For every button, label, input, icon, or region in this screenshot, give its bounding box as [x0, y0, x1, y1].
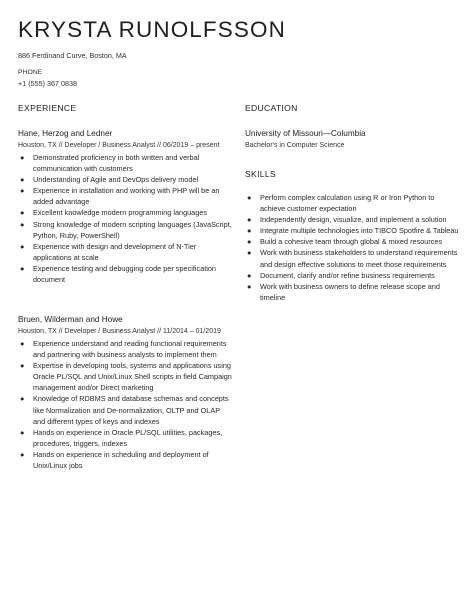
job-bullet — [18, 207, 232, 218]
job-company: Bruen, Wilderman and Howe — [18, 315, 123, 324]
skill-text: Perform complex calculation using R or Iron Python to achieve customer expectation — [260, 193, 435, 214]
job-bullet — [18, 152, 232, 174]
job-bullet-text: Understanding of Agile and DevOps delivery model — [33, 175, 199, 185]
job-bullet-text: Strong knowledge of modern scripting languages (JavaScript, Python, Ruby, PowerShell) — [33, 219, 232, 240]
bullet-dot-icon: ● — [247, 226, 252, 236]
address: 886 Ferdinand Curve, Boston, MA — [18, 51, 127, 60]
bullet-dot-icon: ● — [247, 281, 252, 291]
bullet-dot-icon: ● — [247, 270, 252, 280]
job-bullet — [18, 263, 232, 285]
job-bullet — [18, 449, 232, 471]
bullet-dot-icon: ● — [20, 175, 25, 185]
skill-item — [245, 192, 459, 214]
phone-number: +1 (555) 367 0838 — [18, 79, 77, 88]
skill-item — [245, 281, 459, 303]
job-bullet — [18, 427, 232, 449]
job-meta: Houston, TX // Developer / Business Analyst // 11/2014 – 01/2019 — [18, 328, 221, 335]
job-company: Hane, Herzog and Ledner — [18, 129, 113, 138]
bullet-dot-icon: ● — [20, 339, 25, 348]
bullet-dot-icon: ● — [20, 186, 25, 196]
job-entry-1 — [18, 128, 232, 285]
job-bullet-text: Experience in installation and working with PHP will be an added advantage — [33, 186, 220, 207]
bullet-dot-icon: ● — [20, 208, 25, 218]
skills-list — [245, 192, 459, 303]
job-bullet-text: Experience testing and debugging code per specification document — [33, 263, 216, 285]
education-heading: EDUCATION — [245, 103, 298, 113]
job-entry-2 — [18, 314, 232, 471]
job-bullet-list — [18, 338, 232, 471]
bullet-dot-icon: ● — [247, 237, 252, 247]
skills-heading: SKILLS — [245, 169, 276, 179]
job-bullet — [18, 241, 232, 263]
skill-item — [245, 270, 459, 281]
skill-text: Work with business owners to define release scope and timeline — [260, 281, 440, 302]
job-bullet-text: Demonstrated proficiency in both written and verbal communication with customers — [33, 153, 200, 174]
bullet-dot-icon: ● — [247, 215, 252, 225]
skill-text: Document, clarify and/or refine business requirements — [260, 270, 435, 280]
experience-heading: EXPERIENCE — [18, 103, 77, 113]
bullet-dot-icon: ● — [20, 449, 25, 459]
bullet-dot-icon: ● — [20, 427, 25, 437]
job-bullet-text: Hands on experience in Oracle PL/SQL utilities, packages, procedures, triggers, indexes — [33, 427, 223, 448]
bullet-dot-icon: ● — [247, 248, 252, 258]
job-bullet-text: Excellent knowledge modern programming languages — [33, 208, 208, 218]
skill-item — [245, 225, 459, 236]
skill-item — [245, 214, 459, 225]
candidate-name: KRYSTA RUNOLFSSON — [18, 17, 286, 42]
job-bullet-text: Experience with design and development of N-Tier applications at scale — [33, 241, 197, 262]
phone-label: PHONE — [18, 69, 43, 76]
job-bullet — [18, 185, 232, 207]
job-bullet — [18, 360, 232, 393]
job-bullet-text: Hands on experience in scheduling and deployment of Unix/Linux jobs — [33, 449, 209, 471]
bullet-dot-icon: ● — [20, 241, 25, 251]
bullet-dot-icon: ● — [20, 263, 25, 273]
job-bullet — [18, 393, 232, 426]
skill-text: Build a cohesive team through global & mixed resources — [260, 237, 443, 247]
education-entry — [245, 128, 459, 152]
bullet-dot-icon: ● — [20, 361, 25, 371]
skill-item — [245, 236, 459, 247]
skills-entry — [245, 192, 459, 303]
school-name: University of Missouri—Columbia — [245, 129, 366, 138]
skill-text: Work with business stakeholders to understand requirements and design effective solutions to meet those requirements — [260, 248, 458, 269]
job-meta: Houston, TX // Developer / Business Analyst // 06/2019 – present — [18, 142, 220, 149]
skill-text: Independently design, visualize, and implement a solution — [260, 215, 447, 225]
job-bullet-text: Expertise in developing tools, systems and applications using Oracle PL/SQL and Unix/Linux Shell scripts in field Campaign management and/or Direct marketing — [33, 361, 232, 393]
bullet-dot-icon: ● — [20, 219, 25, 229]
job-bullet-list — [18, 152, 232, 285]
bullet-dot-icon: ● — [247, 193, 252, 202]
job-bullet — [18, 174, 232, 185]
skill-text: Integrate multiple technologies into TIBCO Spotfire & Tableau — [260, 226, 459, 236]
bullet-dot-icon: ● — [20, 394, 25, 404]
job-bullet — [18, 338, 232, 360]
job-bullet-text: Experience understand and reading functional requirements and partnering with business analysts to implement them — [33, 339, 227, 360]
skill-item — [245, 247, 459, 269]
bullet-dot-icon: ● — [20, 153, 25, 162]
degree: Bachelor's in Computer Science — [245, 142, 345, 149]
job-bullet — [18, 219, 232, 241]
job-bullet-text: Knowledge of RDBMS and database schemas and concepts like Normalization and De-normalization, OLTP and OLAP and different types of keys and indexes — [33, 394, 229, 426]
